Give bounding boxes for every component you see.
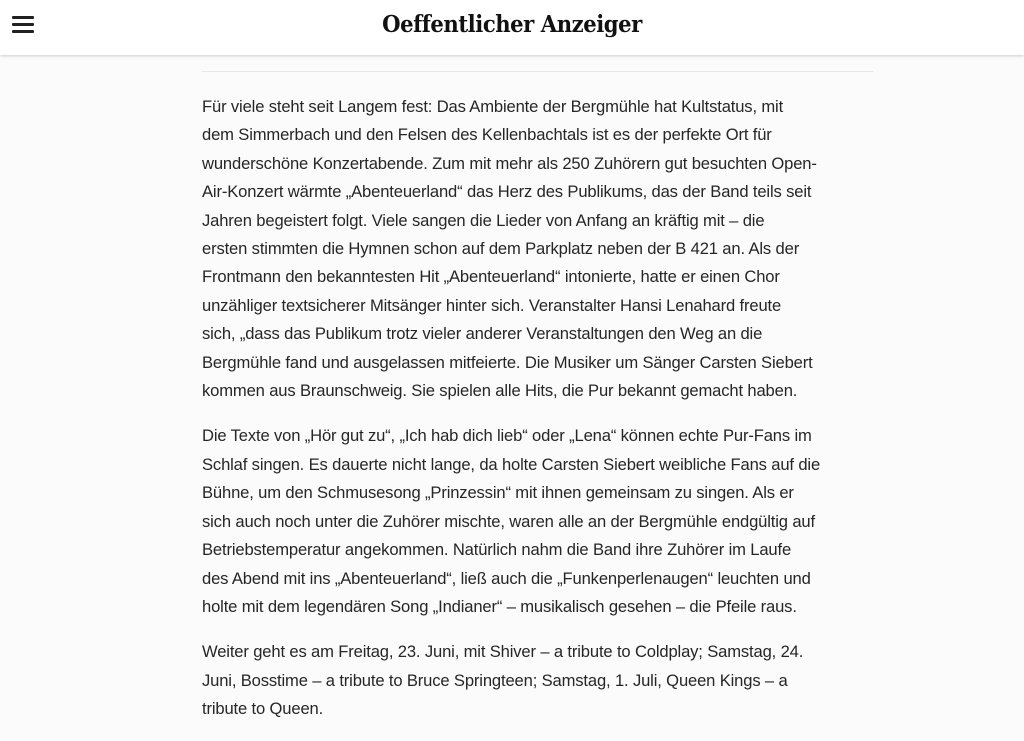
paragraph-line: unzähliger textsicherer Mitsänger hinter sich. Veranstalter Hansi Lenahard freute: [202, 295, 782, 315]
paragraph-line: Jahren begeistert folgt. Viele sangen die Lieder von Anfang an kräftig mit – die: [202, 210, 765, 230]
hamburger-menu-icon[interactable]: [12, 16, 34, 34]
paragraph-line: Weiter geht es am Freitag, 23. Juni, mit Shiver – a tribute to Coldplay; Samstag, 24.: [202, 642, 804, 662]
paragraph-line: sich, „dass das Publikum trotz vieler anderer Veranstaltungen den Weg an die: [202, 324, 763, 344]
paragraph-line: sich auch noch unter die Zuhörer mischte, waren alle an der Bergmühle endgültig auf: [202, 511, 815, 531]
paragraph-line: Betriebstemperatur angekommen. Natürlich nahm die Band ihre Zuhörer im Laufe: [202, 540, 792, 560]
paragraph-line: dem Simmerbach und den Felsen des Kellenbachtals ist es der perfekte Ort für: [202, 125, 772, 145]
paragraph-line: Juni, Bosstime – a tribute to Bruce Springteen; Samstag, 1. Juli, Queen Kings – a: [202, 670, 788, 690]
paragraph-line: kommen aus Braunschweig. Sie spielen alle Hits, die Pur bekannt gemacht haben.: [202, 381, 798, 401]
paragraph-line: des Abend mit ins „Abenteuerland“, ließ auch die „Funkenperlenaugen“ leuchten und: [202, 568, 811, 588]
site-header: [0, 0, 1024, 55]
paragraph-line: tribute to Queen.: [202, 699, 324, 719]
article-paragraph: [202, 422, 882, 621]
paragraph-line: Die Texte von „Hör gut zu“, „Ich hab dich lieb“ oder „Lena“ können echte Pur-Fans im: [202, 426, 812, 446]
paragraph-line: wunderschöne Konzertabende. Zum mit mehr als 250 Zuhörern gut besuchten Open-: [202, 153, 817, 173]
article-paragraph: [202, 638, 882, 723]
paragraph-line: ersten stimmten die Hymnen schon auf dem Parkplatz neben der B 421 an. Als der: [202, 239, 800, 259]
paragraph-line: Schlaf singen. Es dauerte nicht lange, da holte Carsten Siebert weibliche Fans auf die: [202, 454, 821, 474]
divider: [202, 71, 873, 72]
article-paragraph: [202, 93, 882, 405]
article-body: [202, 93, 882, 741]
site-logo[interactable]: Oeffentlicher Anzeiger: [382, 11, 642, 38]
paragraph-line: Air-Konzert wärmte „Abenteuerland“ das Herz des Publikums, das der Band teils seit: [202, 182, 812, 202]
paragraph-line: Für viele steht seit Langem fest: Das Ambiente der Bergmühle hat Kultstatus, mit: [202, 97, 784, 116]
paragraph-line: Frontmann den bekanntesten Hit „Abenteuerland“ intonierte, hatte er einen Chor: [202, 267, 780, 287]
paragraph-line: Bergmühle fand und ausgelassen mitfeierte. Die Musiker um Sänger Carsten Siebert: [202, 352, 813, 372]
paragraph-line: holte mit dem legendären Song „Indianer“ – musikalisch gesehen – die Pfeile raus.: [202, 596, 797, 616]
paragraph-line: Bühne, um den Schmusesong „Prinzessin“ mit ihnen gemeinsam zu singen. Als er: [202, 483, 794, 503]
